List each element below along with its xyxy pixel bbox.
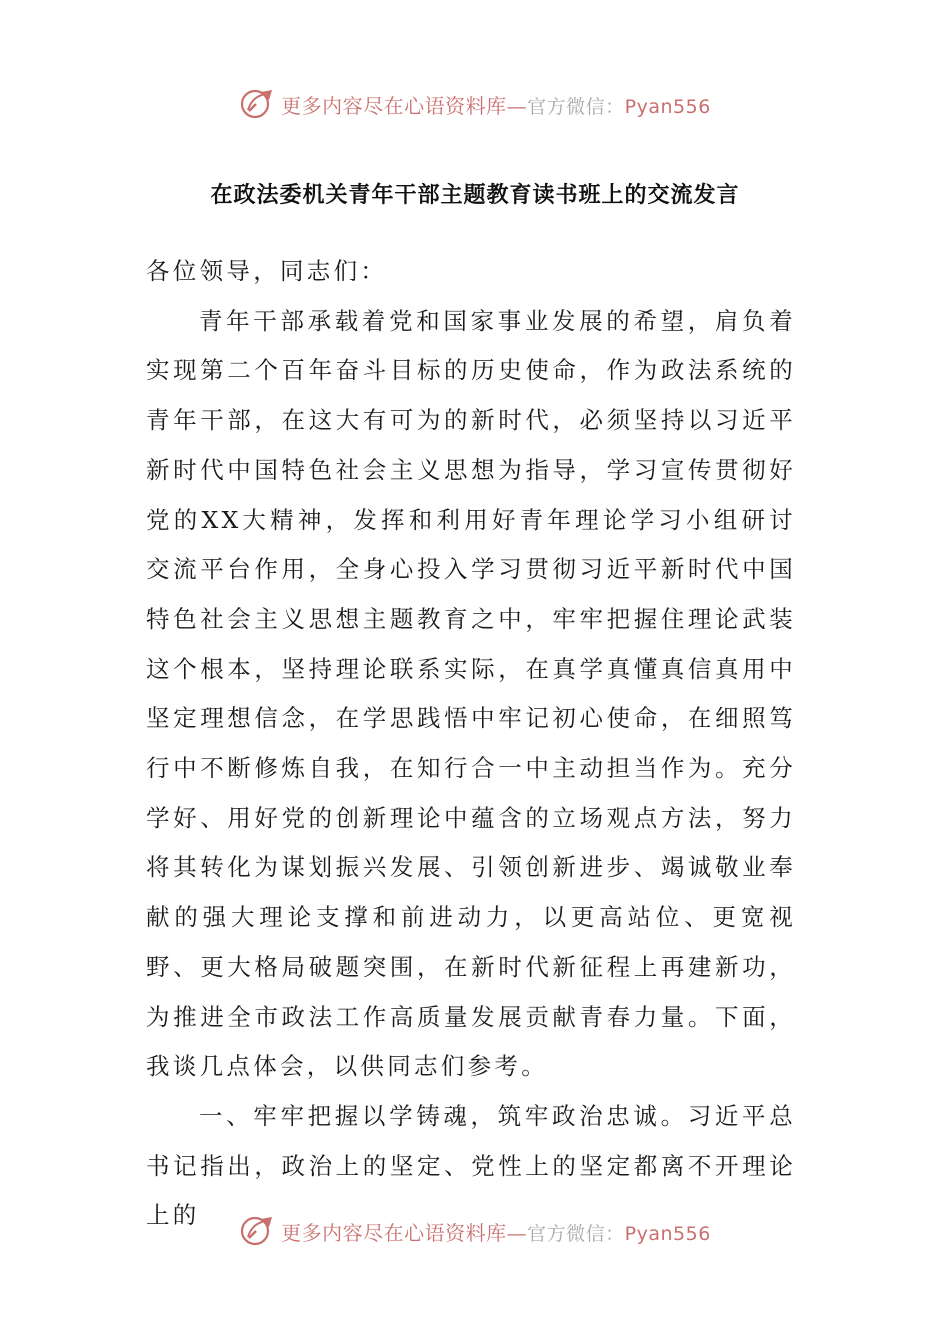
document-body xyxy=(146,247,796,1241)
pen-logo-icon xyxy=(239,1213,275,1249)
watermark-header xyxy=(0,82,950,126)
paragraph: 青年干部承载着党和国家事业发展的希望，肩负着实现第二个百年奋斗目标的历史使命，作为政法系统的青年干部，在这大有可为的新时代，必须坚持以习近平新时代中国特色社会主义思想为指导，学习宣传贯彻好党的XX大精神，发挥和利用好青年理论学习小组研讨交流平台作用，全身心投入学习贯彻习近平新时代中国特色社会主义思想主题教育之中，牢牢把握住理论武装这个根本，坚持理论联系实际，在真学真懂真信真用中坚定理想信念，在学思践悟中牢记初心使命，在细照笃行中不断修炼自我，在知行合一中主动担当作为。充分学好、用好党的创新理论中蕴含的立场观点方法，努力将其转化为谋划振兴发展、引领创新进步、竭诚敬业奉献的强大理论支撑和前进动力，以更高站位、更宽视野、更大格局破题突围，在新时代新征程上再建新功，为推进全市政法工作高质量发展贡献青春力量。下面，我谈几点体会，以供同志们参考。 xyxy=(146,306,796,1081)
paragraph: 一、牢牢把握以学铸魂，筑牢政治忠诚。习近平总书记指出，政治上的坚定、党性上的坚定都离不开理论上的 xyxy=(146,1101,796,1230)
watermark-text: 更多内容尽在心语资料库—官方微信：Pyan556 xyxy=(281,1220,711,1245)
watermark-footer xyxy=(0,1209,950,1253)
watermark-text: 更多内容尽在心语资料库—官方微信：Pyan556 xyxy=(281,93,711,118)
pen-logo-icon xyxy=(239,86,275,122)
document-title: 在政法委机关青年干部主题教育读书班上的交流发言 xyxy=(210,183,740,208)
salutation: 各位领导，同志们： xyxy=(146,257,388,285)
